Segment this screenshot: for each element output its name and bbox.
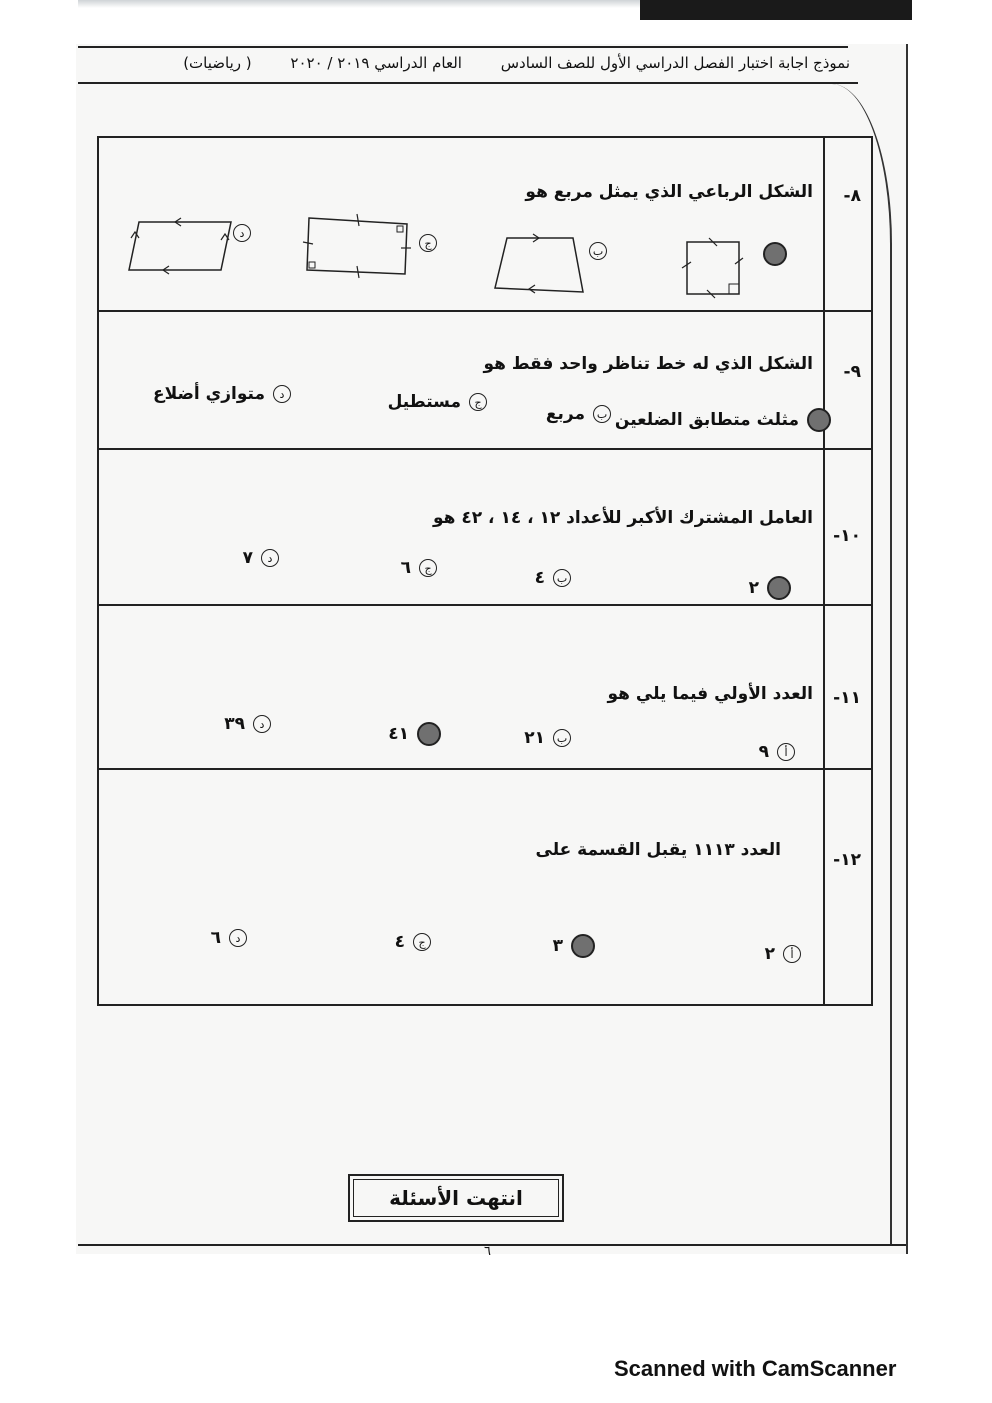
scan-edge	[78, 0, 640, 8]
question-number: -١٢	[833, 850, 861, 870]
row-divider	[99, 768, 871, 770]
option-marker[interactable]: أ	[783, 945, 801, 963]
question-text: الشكل الذي له خط تناظر واحد فقط هو	[483, 354, 813, 374]
option-a[interactable]	[759, 742, 795, 762]
option-label: ٢	[764, 944, 775, 964]
selected-answer-marker[interactable]	[571, 934, 595, 958]
option-label: مربع	[545, 404, 585, 424]
option-a[interactable]	[763, 242, 787, 266]
question-number: -٨	[843, 186, 861, 206]
question-number: -١١	[833, 688, 861, 708]
option-marker[interactable]: د	[229, 929, 247, 947]
option-a[interactable]	[765, 944, 801, 964]
end-of-questions-text: انتهت الأسئلة	[353, 1179, 559, 1217]
option-label: ٦	[400, 558, 411, 578]
option-a[interactable]	[749, 576, 791, 600]
option-a[interactable]	[615, 408, 831, 432]
footer-rule	[78, 1244, 906, 1246]
header-title: نموذج اجابة اختبار الفصل الدراسي الأول للصف السادس	[500, 54, 850, 72]
questions-table	[97, 136, 873, 1006]
option-d[interactable]	[233, 224, 251, 242]
header-subject: ( رياضيات)	[183, 54, 252, 72]
end-of-questions-box	[348, 1174, 564, 1222]
option-label: ٤	[534, 568, 545, 588]
question-text: الشكل الرباعي الذي يمثل مربع هو	[525, 182, 813, 202]
rectangle-shape	[305, 214, 409, 278]
option-label: ٤١	[388, 724, 409, 744]
square-shape	[685, 238, 745, 298]
option-d[interactable]	[211, 928, 247, 948]
option-b[interactable]	[524, 728, 571, 748]
option-marker[interactable]: ب	[589, 242, 607, 260]
question-number: -١٠	[833, 526, 861, 546]
parallelogram-shape	[125, 216, 235, 274]
page-number: ٦	[484, 1244, 491, 1259]
question-number: -٩	[843, 362, 861, 382]
option-marker[interactable]: ب	[553, 729, 571, 747]
number-column-divider	[823, 138, 825, 1004]
option-marker[interactable]: ج	[419, 234, 437, 252]
option-marker[interactable]: د	[233, 224, 251, 242]
option-marker[interactable]: ج	[413, 933, 431, 951]
header-rule-bottom	[78, 82, 858, 84]
option-marker[interactable]: أ	[777, 743, 795, 761]
option-c[interactable]	[419, 234, 437, 252]
option-c[interactable]	[388, 392, 487, 412]
option-c[interactable]	[395, 932, 431, 952]
option-label: ٧	[242, 548, 253, 568]
row-divider	[99, 448, 871, 450]
selected-answer-marker[interactable]	[417, 722, 441, 746]
option-marker[interactable]: د	[273, 385, 291, 403]
option-marker[interactable]: ج	[419, 559, 437, 577]
row-divider	[99, 604, 871, 606]
option-d[interactable]	[224, 714, 271, 734]
option-marker[interactable]: ج	[469, 393, 487, 411]
option-marker[interactable]: د	[253, 715, 271, 733]
selected-answer-marker[interactable]	[767, 576, 791, 600]
option-label: ٢	[748, 578, 759, 598]
option-label: ٢١	[524, 728, 545, 748]
header-year: العام الدراسي ٢٠١٩ / ٢٠٢٠	[290, 54, 462, 72]
selected-answer-marker[interactable]	[807, 408, 831, 432]
page-header	[120, 54, 850, 72]
option-b[interactable]	[546, 404, 611, 424]
header-rule-top	[78, 46, 848, 48]
option-marker[interactable]: ب	[553, 569, 571, 587]
option-label: ٤	[394, 932, 405, 952]
scan-dark-edge	[640, 0, 912, 20]
option-b[interactable]	[535, 568, 571, 588]
row-divider	[99, 310, 871, 312]
option-label: ٦	[210, 928, 221, 948]
option-b[interactable]	[553, 934, 595, 958]
option-label: ٩	[758, 742, 769, 762]
option-c[interactable]	[401, 558, 437, 578]
option-label: ٣	[552, 936, 563, 956]
question-text: العدد الأولي فيما يلي هو	[607, 684, 813, 704]
option-marker[interactable]: ب	[593, 405, 611, 423]
scanner-watermark: Scanned with CamScanner	[614, 1356, 897, 1381]
option-label: مستطيل	[387, 392, 461, 412]
question-text: العامل المشترك الأكبر للأعداد ١٢ ، ١٤ ، ٤٢ هو	[433, 508, 813, 528]
option-label: ٣٩	[224, 714, 245, 734]
option-d[interactable]	[243, 548, 279, 568]
option-d[interactable]	[153, 384, 291, 404]
trapezoid-shape	[493, 234, 585, 298]
option-label: مثلث متطابق الضلعين	[614, 410, 799, 430]
option-b[interactable]	[589, 242, 607, 260]
option-label: متوازي أضلاع	[152, 384, 265, 404]
option-marker[interactable]: د	[261, 549, 279, 567]
question-text: العدد ١١١٣ يقبل القسمة على	[535, 840, 781, 860]
option-c[interactable]	[388, 722, 441, 746]
selected-answer-marker[interactable]	[763, 242, 787, 266]
